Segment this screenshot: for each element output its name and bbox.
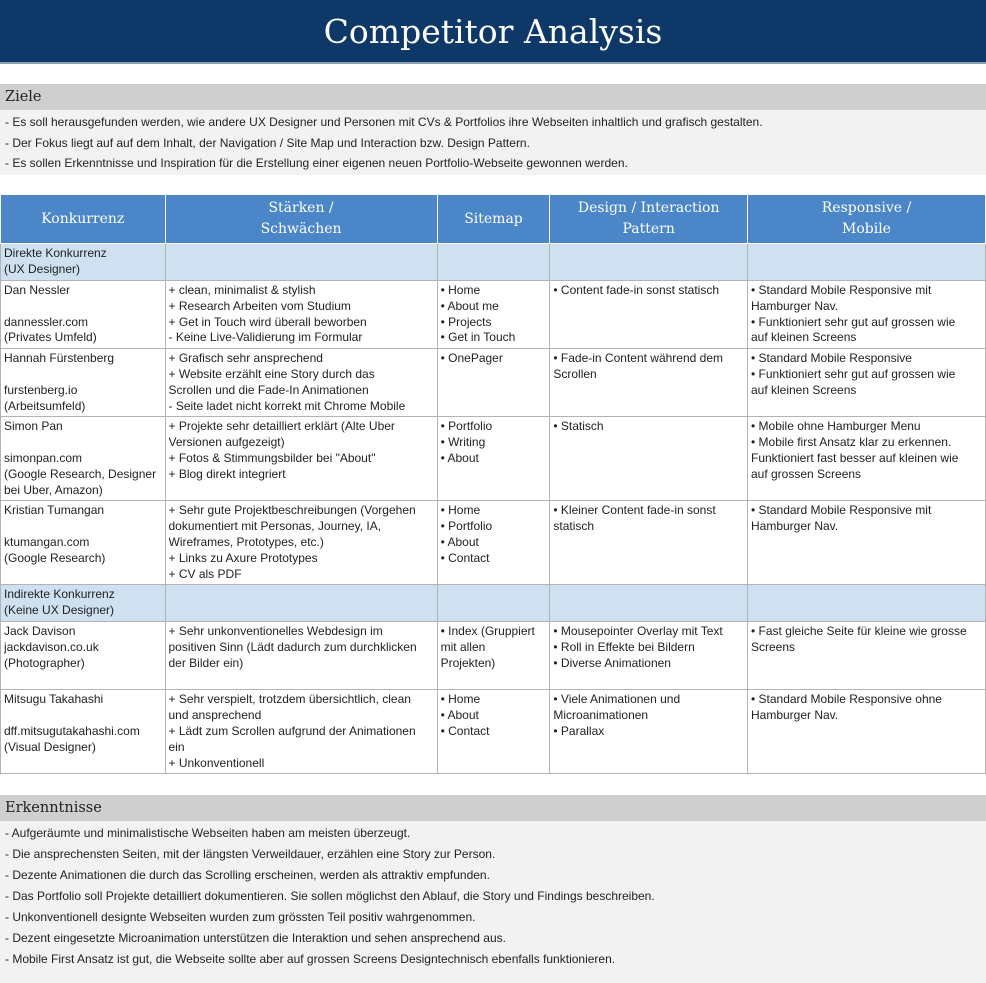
group-label-cell [1, 585, 166, 622]
sitemap-line: • Portfolio [440, 519, 493, 534]
design-line: Scrollen [553, 366, 597, 381]
group-row [1, 244, 986, 281]
design-cell [550, 281, 748, 349]
sitemap-line: • Home [440, 692, 481, 707]
responsive-line: • Standard Mobile Responsive ohne [750, 692, 942, 707]
responsive-line: • Mobile first Ansatz klar zu erkennen. [750, 435, 952, 450]
ziele-line: - Der Fokus liegt auf auf dem Inhalt, der Navigation / Site Map und Interaction bzw. Design Pattern. [5, 135, 530, 150]
group-label-line: Indirekte Konkurrenz [4, 587, 115, 602]
header-staerken [165, 195, 437, 244]
ziele-line: - Es sollen Erkenntnisse und Inspiration für die Erstellung einer eigenen neuen Portfolio-Webseite gewonnen werden. [5, 156, 628, 170]
erkenntnisse-line: - Das Portfolio soll Projekte detailliert dokumentieren. Sie sollen möglichst den Ablauf, die Story und Findings beschreiben. [5, 889, 655, 903]
sitemap-line: • Contact [440, 723, 490, 738]
strengths-line: der Bilder ein) [168, 655, 244, 670]
group-row [1, 585, 986, 622]
strengths-line: + Sehr gute Projektbeschreibungen (Vorgehen [168, 503, 416, 518]
strengths-line: + Website erzählt eine Story durch das [168, 366, 375, 381]
group-empty-cell [747, 585, 985, 622]
strengths-line: + Unkonventionell [168, 755, 265, 770]
sitemap-line: • OnePager [440, 351, 503, 366]
sitemap-line: mit allen [440, 640, 486, 655]
name-line [4, 435, 162, 451]
responsive-line: auf kleinen Screens [750, 382, 857, 397]
group-label-line: (Keine UX Designer) [4, 603, 115, 618]
sitemap-cell [437, 501, 550, 585]
erkenntnisse-heading: Erkenntnisse [0, 795, 986, 821]
responsive-line: Hamburger Nav. [750, 298, 839, 313]
table-header-row [1, 195, 986, 244]
strengths-line: + CV als PDF [168, 566, 242, 581]
sitemap-line: Projekten) [440, 655, 496, 670]
strengths-line: + Blog direkt integriert [168, 466, 286, 481]
sitemap-line: • Writing [440, 435, 486, 450]
responsive-cell [747, 281, 985, 349]
sitemap-line: • Home [440, 503, 481, 518]
strengths-cell [165, 622, 437, 690]
strengths-line: - Seite ladet nicht korrekt mit Chrome Mobile [168, 398, 406, 413]
header-konkurrenz: Konkurrenz [1, 195, 166, 244]
group-empty-cell [165, 585, 437, 622]
header-line: Schwächen [260, 221, 342, 237]
strengths-line: + Research Arbeiten vom Studium [168, 298, 351, 313]
header-line: Pattern [622, 221, 675, 237]
name-line [4, 367, 162, 383]
name-line: Mitsugu Takahashi [4, 692, 104, 707]
strengths-line: + Sehr unkonventionelles Webdesign im [168, 624, 383, 639]
group-empty-cell [165, 244, 437, 281]
design-line: • Statisch [553, 419, 604, 434]
strengths-line: + Projekte sehr detailliert erklärt (Alte Uber [168, 419, 395, 434]
ziele-heading: Ziele [0, 84, 986, 110]
responsive-line: • Standard Mobile Responsive mit [750, 283, 932, 297]
design-cell [550, 690, 748, 774]
table-row [1, 417, 986, 501]
sitemap-line: • Home [440, 283, 481, 297]
name-line: dannessler.com [4, 314, 89, 329]
name-cell [1, 281, 166, 349]
responsive-line: Hamburger Nav. [750, 708, 839, 723]
name-line: (Arbeitsumfeld) [4, 398, 86, 413]
design-line: • Roll in Effekte bei Bildern [553, 640, 695, 655]
name-line: Simon Pan [4, 419, 63, 434]
sitemap-line: • About [440, 708, 479, 723]
group-empty-cell [550, 244, 748, 281]
name-line [4, 708, 162, 724]
group-empty-cell [550, 585, 748, 622]
strengths-line: Wireframes, Prototypes, etc.) [168, 534, 324, 549]
group-empty-cell [437, 585, 550, 622]
name-line: bei Uber, Amazon) [4, 482, 103, 497]
design-line: statisch [553, 519, 595, 534]
responsive-line: auf grossen Screens [750, 466, 862, 481]
strengths-cell [165, 501, 437, 585]
strengths-cell [165, 281, 437, 349]
responsive-cell [747, 417, 985, 501]
design-line: • Mousepointer Overlay mit Text [553, 624, 723, 639]
strengths-line: + Get in Touch wird überall beworben [168, 314, 367, 329]
table-row [1, 501, 986, 585]
table-row [1, 622, 986, 690]
strengths-cell [165, 690, 437, 774]
group-label-cell [1, 244, 166, 281]
erkenntnisse-line: - Dezente Animationen die durch das Scrolling erscheinen, werden als attraktiv empfunden. [5, 868, 490, 882]
table-row [1, 690, 986, 774]
name-line: simonpan.com [4, 450, 83, 465]
erkenntnisse-line: - Mobile First Ansatz ist gut, die Webseite sollte aber auf grossen Screens Designtechnisch ebenfalls funktionieren. [5, 952, 616, 966]
name-cell [1, 501, 166, 585]
header-line: Mobile [842, 221, 891, 237]
name-line: (Photographer) [4, 655, 85, 670]
strengths-line: Scrollen und die Fade-In Animationen [168, 382, 369, 397]
group-empty-cell [747, 244, 985, 281]
name-line: Dan Nessler [4, 283, 71, 297]
erkenntnisse-line: - Unkonventionell designte Webseiten wurden zum grössten Teil positiv wahrgenommen. [5, 910, 476, 924]
name-line: ktumangan.com [4, 534, 90, 549]
strengths-cell [165, 417, 437, 501]
name-line: (Google Research, Designer [4, 466, 157, 481]
erkenntnisse-line: - Dezent eingesetzte Microanimation unterstützen die Interaktion und sehen ansprechend aus. [5, 931, 506, 945]
strengths-cell [165, 349, 437, 417]
design-cell [550, 501, 748, 585]
design-line: • Diverse Animationen [553, 655, 671, 670]
name-cell [1, 690, 166, 774]
strengths-line: + Sehr verspielt, trotzdem übersichtlich, clean [168, 692, 411, 707]
strengths-line: + clean, minimalist & stylish [168, 283, 316, 297]
responsive-line: • Standard Mobile Responsive [750, 351, 912, 366]
strengths-line: ein [168, 739, 185, 754]
sitemap-line: • About [440, 534, 479, 549]
responsive-line: auf kleinen Screens [750, 330, 857, 345]
name-cell [1, 622, 166, 690]
sitemap-line: • Portfolio [440, 419, 493, 434]
name-cell [1, 349, 166, 417]
header-responsive [747, 195, 985, 244]
responsive-cell [747, 622, 985, 690]
strengths-line: + Lädt zum Scrollen aufgrund der Animationen [168, 723, 416, 738]
responsive-cell [747, 349, 985, 417]
table-row [1, 281, 986, 349]
sitemap-line: • Contact [440, 550, 490, 565]
design-line: • Kleiner Content fade-in sonst [553, 503, 716, 518]
sitemap-cell [437, 281, 550, 349]
name-line [4, 299, 162, 315]
strengths-line: + Fotos & Stimmungsbilder bei "About" [168, 450, 376, 465]
strengths-line: + Grafisch sehr ansprechend [168, 351, 323, 366]
sitemap-line: • Get in Touch [440, 330, 516, 345]
responsive-line: Hamburger Nav. [750, 519, 839, 534]
responsive-cell [747, 501, 985, 585]
responsive-line: • Standard Mobile Responsive mit [750, 503, 932, 518]
sitemap-line: • About me [440, 298, 499, 313]
table-body [1, 244, 986, 774]
strengths-line: dokumentiert mit Personas, Journey, IA, [168, 519, 382, 534]
group-empty-cell [437, 244, 550, 281]
responsive-line: Screens [750, 640, 796, 655]
name-line: (Google Research) [4, 550, 106, 565]
name-line: jackdavison.co.uk [4, 640, 99, 655]
design-line: • Content fade-in sonst statisch [553, 283, 719, 297]
group-label-line: Direkte Konkurrenz [4, 246, 107, 260]
name-line: (Privates Umfeld) [4, 330, 97, 345]
design-cell [550, 417, 748, 501]
group-label-line: (UX Designer) [4, 261, 81, 276]
design-line: • Parallax [553, 723, 605, 738]
strengths-line: - Keine Live-Validierung im Formular [168, 330, 363, 345]
ziele-section [0, 110, 986, 175]
responsive-line: Funktioniert fast besser auf kleinen wie [750, 450, 959, 465]
strengths-line: und ansprechend [168, 708, 262, 723]
name-line: Kristian Tumangan [4, 503, 105, 518]
name-line: dff.mitsugutakahashi.com [4, 723, 140, 738]
header-line: Design / Interaction [577, 200, 720, 216]
erkenntnisse-section [0, 821, 986, 983]
name-line: Hannah Fürstenberg [4, 351, 115, 366]
responsive-cell [747, 690, 985, 774]
responsive-line: • Funktioniert sehr gut auf grossen wie [750, 366, 956, 381]
strengths-line: + Links zu Axure Prototypes [168, 550, 318, 565]
erkenntnisse-line: - Die ansprechensten Seiten, mit der längsten Verweildauer, erzählen eine Story zur Person. [5, 847, 496, 861]
ziele-line: - Es soll herausgefunden werden, wie andere UX Designer und Personen mit CVs & Portfolios ihre Webseiten inhaltlich und grafisch gestalten. [5, 115, 763, 129]
header-line: Responsive / [821, 200, 912, 216]
sitemap-line: • Projects [440, 314, 492, 329]
name-line: furstenberg.io [4, 382, 78, 397]
responsive-line: • Mobile ohne Hamburger Menu [750, 419, 921, 434]
strengths-line: positiven Sinn (Lädt dadurch zum durchklicken [168, 640, 417, 655]
design-cell [550, 349, 748, 417]
sitemap-cell [437, 417, 550, 501]
competitor-table [0, 194, 986, 774]
table-row [1, 349, 986, 417]
design-line: • Viele Animationen und [553, 692, 681, 707]
design-cell [550, 622, 748, 690]
name-line [4, 519, 162, 535]
responsive-line: • Funktioniert sehr gut auf grossen wie [750, 314, 956, 329]
design-line: • Fade-in Content während dem [553, 351, 724, 366]
page-title: Competitor Analysis [0, 0, 986, 64]
header-sitemap: Sitemap [437, 195, 550, 244]
strengths-line: Versionen aufgezeigt) [168, 435, 285, 450]
sitemap-cell [437, 690, 550, 774]
erkenntnisse-line: - Aufgeräumte und minimalistische Webseiten haben am meisten überzeugt. [5, 826, 411, 840]
name-line: (Visual Designer) [4, 739, 96, 754]
sitemap-cell [437, 349, 550, 417]
header-line: Stärken / [268, 200, 334, 216]
sitemap-cell [437, 622, 550, 690]
design-line: Microanimationen [553, 708, 649, 723]
name-cell [1, 417, 166, 501]
sitemap-line: • About [440, 450, 479, 465]
name-line: Jack Davison [4, 624, 76, 639]
sitemap-line: • Index (Gruppiert [440, 624, 535, 639]
responsive-line: • Fast gleiche Seite für kleine wie grosse [750, 624, 967, 639]
header-design [550, 195, 748, 244]
